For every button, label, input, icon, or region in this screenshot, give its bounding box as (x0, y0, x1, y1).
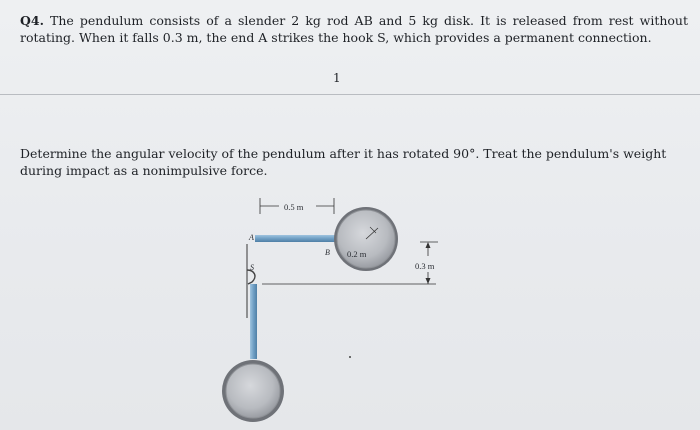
rod-length-dimension (260, 198, 334, 214)
disk-upper (334, 207, 398, 271)
disk-radius-label: 0.2 m (347, 249, 367, 259)
point-a-label: A (249, 233, 254, 242)
question-number: Q4. (20, 13, 44, 28)
point-b-label: B (325, 248, 330, 257)
drop-label: 0.3 m (415, 261, 435, 271)
hook-s-label: S (250, 263, 254, 272)
rod-ab-vertical (250, 284, 257, 359)
stray-mark (349, 356, 351, 358)
disk-lower (222, 360, 284, 422)
question-text: The pendulum consists of a slender 2 kg rod AB and 5 kg disk. It is released from rest without rotating. When it falls 0.3 m, the end A strikes the hook S, which provides a permanent connection. (20, 13, 688, 45)
page-number: 1 (333, 71, 341, 85)
rod-ab-horizontal (255, 235, 337, 242)
problem-prompt: Determine the angular velocity of the pendulum after it has rotated 90°. Treat the pendulum's weight during impact as a nonimpulsive force. (20, 146, 667, 178)
rod-length-label: 0.5 m (284, 202, 304, 212)
